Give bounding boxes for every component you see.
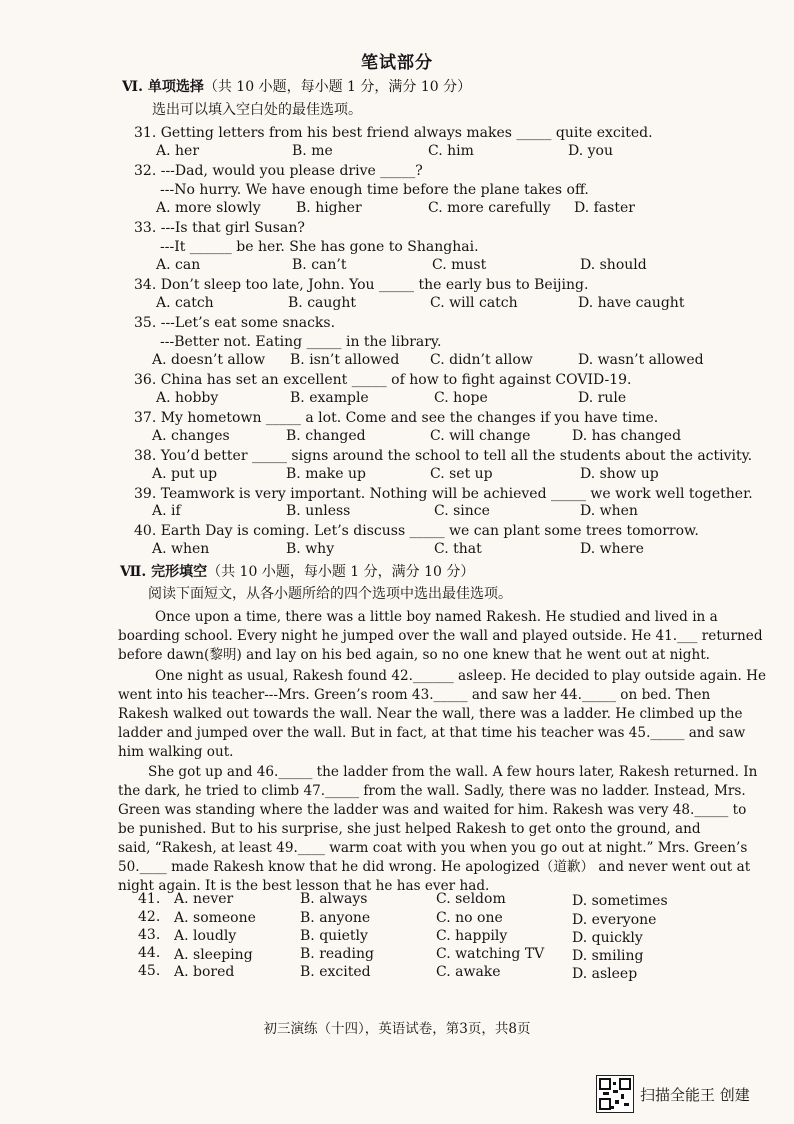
cloze-option-43-a: A. loudly [174, 928, 237, 944]
cloze-option-43-b: B. quietly [300, 928, 368, 944]
cloze-option-43-d: D. quickly [572, 930, 643, 946]
question-34: 34. Don’t sleep too late, John. You _____ the early bus to Beijing. [134, 277, 589, 293]
cloze-option-41-b: B. always [300, 891, 368, 907]
section-6-instruction: 选出可以填入空白处的最佳选项。 [152, 102, 362, 118]
option-31-c: C. him [428, 143, 474, 159]
question-39: 39. Teamwork is very important. Nothing will be achieved _____ we work well together. [134, 486, 753, 502]
question-35-reply: ---Better not. Eating _____ in the library. [160, 334, 442, 350]
section-7-instruction: 阅读下面短文，从各小题所给的四个选项中选出最佳选项。 [148, 586, 512, 602]
cloze-option-44-d: D. smiling [572, 948, 644, 964]
option-33-d: D. should [580, 257, 647, 273]
option-38-d: D. show up [580, 466, 659, 482]
option-37-c: C. will change [430, 428, 531, 444]
question-38: 38. You’d better _____ signs around the school to tell all the students about the activity. [134, 448, 753, 464]
cloze-option-41-d: D. sometimes [572, 893, 668, 909]
cloze-number-41: 41. [138, 891, 161, 907]
option-36-d: D. rule [578, 390, 627, 406]
question-31: 31. Getting letters from his best friend always makes _____ quite excited. [134, 125, 653, 141]
cloze-number-45: 45. [138, 963, 161, 979]
cloze-option-42-d: D. everyone [572, 912, 657, 928]
option-32-d: D. faster [574, 200, 635, 216]
option-36-a: A. hobby [156, 390, 219, 406]
option-39-a: A. if [152, 503, 181, 519]
option-37-b: B. changed [286, 428, 366, 444]
option-33-b: B. can’t [292, 257, 347, 273]
passage-line: Green was standing where the ladder was and waited for him. Rakesh was very 48._____ to [118, 802, 747, 818]
cloze-option-41-c: C. seldom [436, 891, 506, 907]
option-36-b: B. example [290, 390, 369, 406]
page-footer: 初三演练（十四），英语试卷，第3页，共8页 [263, 1021, 531, 1037]
passage-line: Once upon a time, there was a little boy named Rakesh. He studied and lived in a [155, 609, 718, 625]
option-40-c: C. that [434, 541, 482, 557]
cloze-option-41-a: A. never [174, 891, 234, 907]
section-6-note: （共 10 小题，每小题 1 分，满分 10 分） [203, 79, 472, 95]
cloze-number-43: 43. [138, 927, 161, 943]
option-34-c: C. will catch [430, 295, 518, 311]
passage-line: One night as usual, Rakesh found 42.______ asleep. He decided to play outside again. He [155, 668, 767, 684]
passage-line: before dawn(黎明) and lay on his bed again, so no one knew that he went out at night. [118, 647, 710, 663]
question-37: 37. My hometown _____ a lot. Come and see the changes if you have time. [134, 410, 659, 426]
option-33-a: A. can [156, 257, 201, 273]
cloze-option-45-c: C. awake [436, 964, 501, 980]
option-35-d: D. wasn’t allowed [578, 352, 704, 368]
scanner-watermark: 扫描全能王 创建 [640, 1086, 750, 1104]
question-35: 35. ---Let’s eat some snacks. [134, 315, 336, 331]
option-32-a: A. more slowly [156, 200, 261, 216]
passage-line: 50.____ made Rakesh know that he did wrong. He apologized（道歉） and never went out at [118, 859, 751, 875]
question-32-reply: ---No hurry. We have enough time before the plane takes off. [160, 182, 589, 198]
option-40-b: B. why [286, 541, 335, 557]
page-title: 笔试部分 [361, 53, 433, 73]
cloze-option-44-a: A. sleeping [174, 947, 253, 963]
section-7-note: （共 10 小题，每小题 1 分，满分 10 分） [207, 564, 475, 580]
option-37-a: A. changes [152, 428, 230, 444]
option-31-b: B. me [292, 143, 333, 159]
option-38-b: B. make up [286, 466, 367, 482]
option-37-d: D. has changed [572, 428, 682, 444]
passage-line: the dark, he tried to climb 47._____ from the wall. Sadly, there was no ladder. Instead, Mrs. [118, 783, 746, 799]
option-35-b: B. isn’t allowed [290, 352, 400, 368]
option-34-a: A. catch [156, 295, 214, 311]
option-32-c: C. more carefully [428, 200, 551, 216]
passage-line: ladder and jumped over the wall. But in fact, at that time his teacher was 45._____ and saw [118, 725, 746, 741]
question-36: 36. China has set an excellent _____ of how to fight against COVID-19. [134, 372, 632, 388]
cloze-option-44-c: C. watching TV [436, 946, 545, 962]
option-35-a: A. doesn’t allow [152, 352, 266, 368]
cloze-option-45-d: D. asleep [572, 966, 638, 982]
passage-line: night again. It is the best lesson that he has ever had. [118, 878, 490, 894]
option-35-c: C. didn’t allow [430, 352, 533, 368]
option-31-a: A. her [156, 143, 200, 159]
qr-code-icon [596, 1075, 634, 1113]
option-32-b: B. higher [296, 200, 362, 216]
option-31-d: D. you [568, 143, 613, 159]
question-33: 33. ---Is that girl Susan? [134, 220, 305, 236]
cloze-option-43-c: C. happily [436, 928, 508, 944]
section-7-heading [120, 561, 474, 581]
cloze-option-45-a: A. bored [174, 964, 235, 980]
cloze-number-44: 44. [138, 945, 161, 961]
passage-line: boarding school. Every night he jumped over the wall and played outside. He 41.___ returned [118, 628, 763, 644]
passage-line: him walking out. [118, 744, 234, 760]
question-40: 40. Earth Day is coming. Let’s discuss _____ we can plant some trees tomorrow. [134, 523, 699, 539]
section-7-title: Ⅶ. 完形填空 [120, 564, 208, 580]
cloze-option-44-b: B. reading [300, 946, 374, 962]
passage-line: went into his teacher---Mrs. Green’s room 43._____ and saw her 44._____ on bed. Then [118, 687, 711, 703]
cloze-option-42-a: A. someone [174, 910, 256, 926]
option-33-c: C. must [432, 257, 487, 273]
question-33-reply: ---It ______ be her. She has gone to Shanghai. [160, 239, 479, 255]
option-39-c: C. since [434, 503, 490, 519]
cloze-option-45-b: B. excited [300, 964, 371, 980]
passage-line: said, “Rakesh, at least 49.____ warm coat with you when you go out at night.” Mrs. Green’s [118, 840, 748, 856]
passage-line: Rakesh walked out towards the wall. Near the wall, there was a ladder. He climbed up the [118, 706, 743, 722]
option-38-c: C. set up [430, 466, 493, 482]
cloze-option-42-c: C. no one [436, 910, 503, 926]
option-40-a: A. when [152, 541, 210, 557]
option-40-d: D. where [580, 541, 644, 557]
option-36-c: C. hope [434, 390, 488, 406]
section-6-title: Ⅵ. 单项选择 [122, 79, 204, 95]
passage-line: She got up and 46._____ the ladder from the wall. A few hours later, Rakesh returned. In [148, 764, 758, 780]
question-32: 32. ---Dad, would you please drive _____? [134, 163, 423, 179]
option-34-b: B. caught [288, 295, 356, 311]
option-39-b: B. unless [286, 503, 351, 519]
passage-line: be punished. But to his surprise, she just helped Rakesh to get onto the ground, and [118, 821, 701, 837]
cloze-number-42: 42. [138, 909, 161, 925]
option-38-a: A. put up [152, 466, 218, 482]
section-6-heading [122, 76, 471, 96]
option-39-d: D. when [580, 503, 638, 519]
cloze-option-42-b: B. anyone [300, 910, 371, 926]
option-34-d: D. have caught [578, 295, 685, 311]
